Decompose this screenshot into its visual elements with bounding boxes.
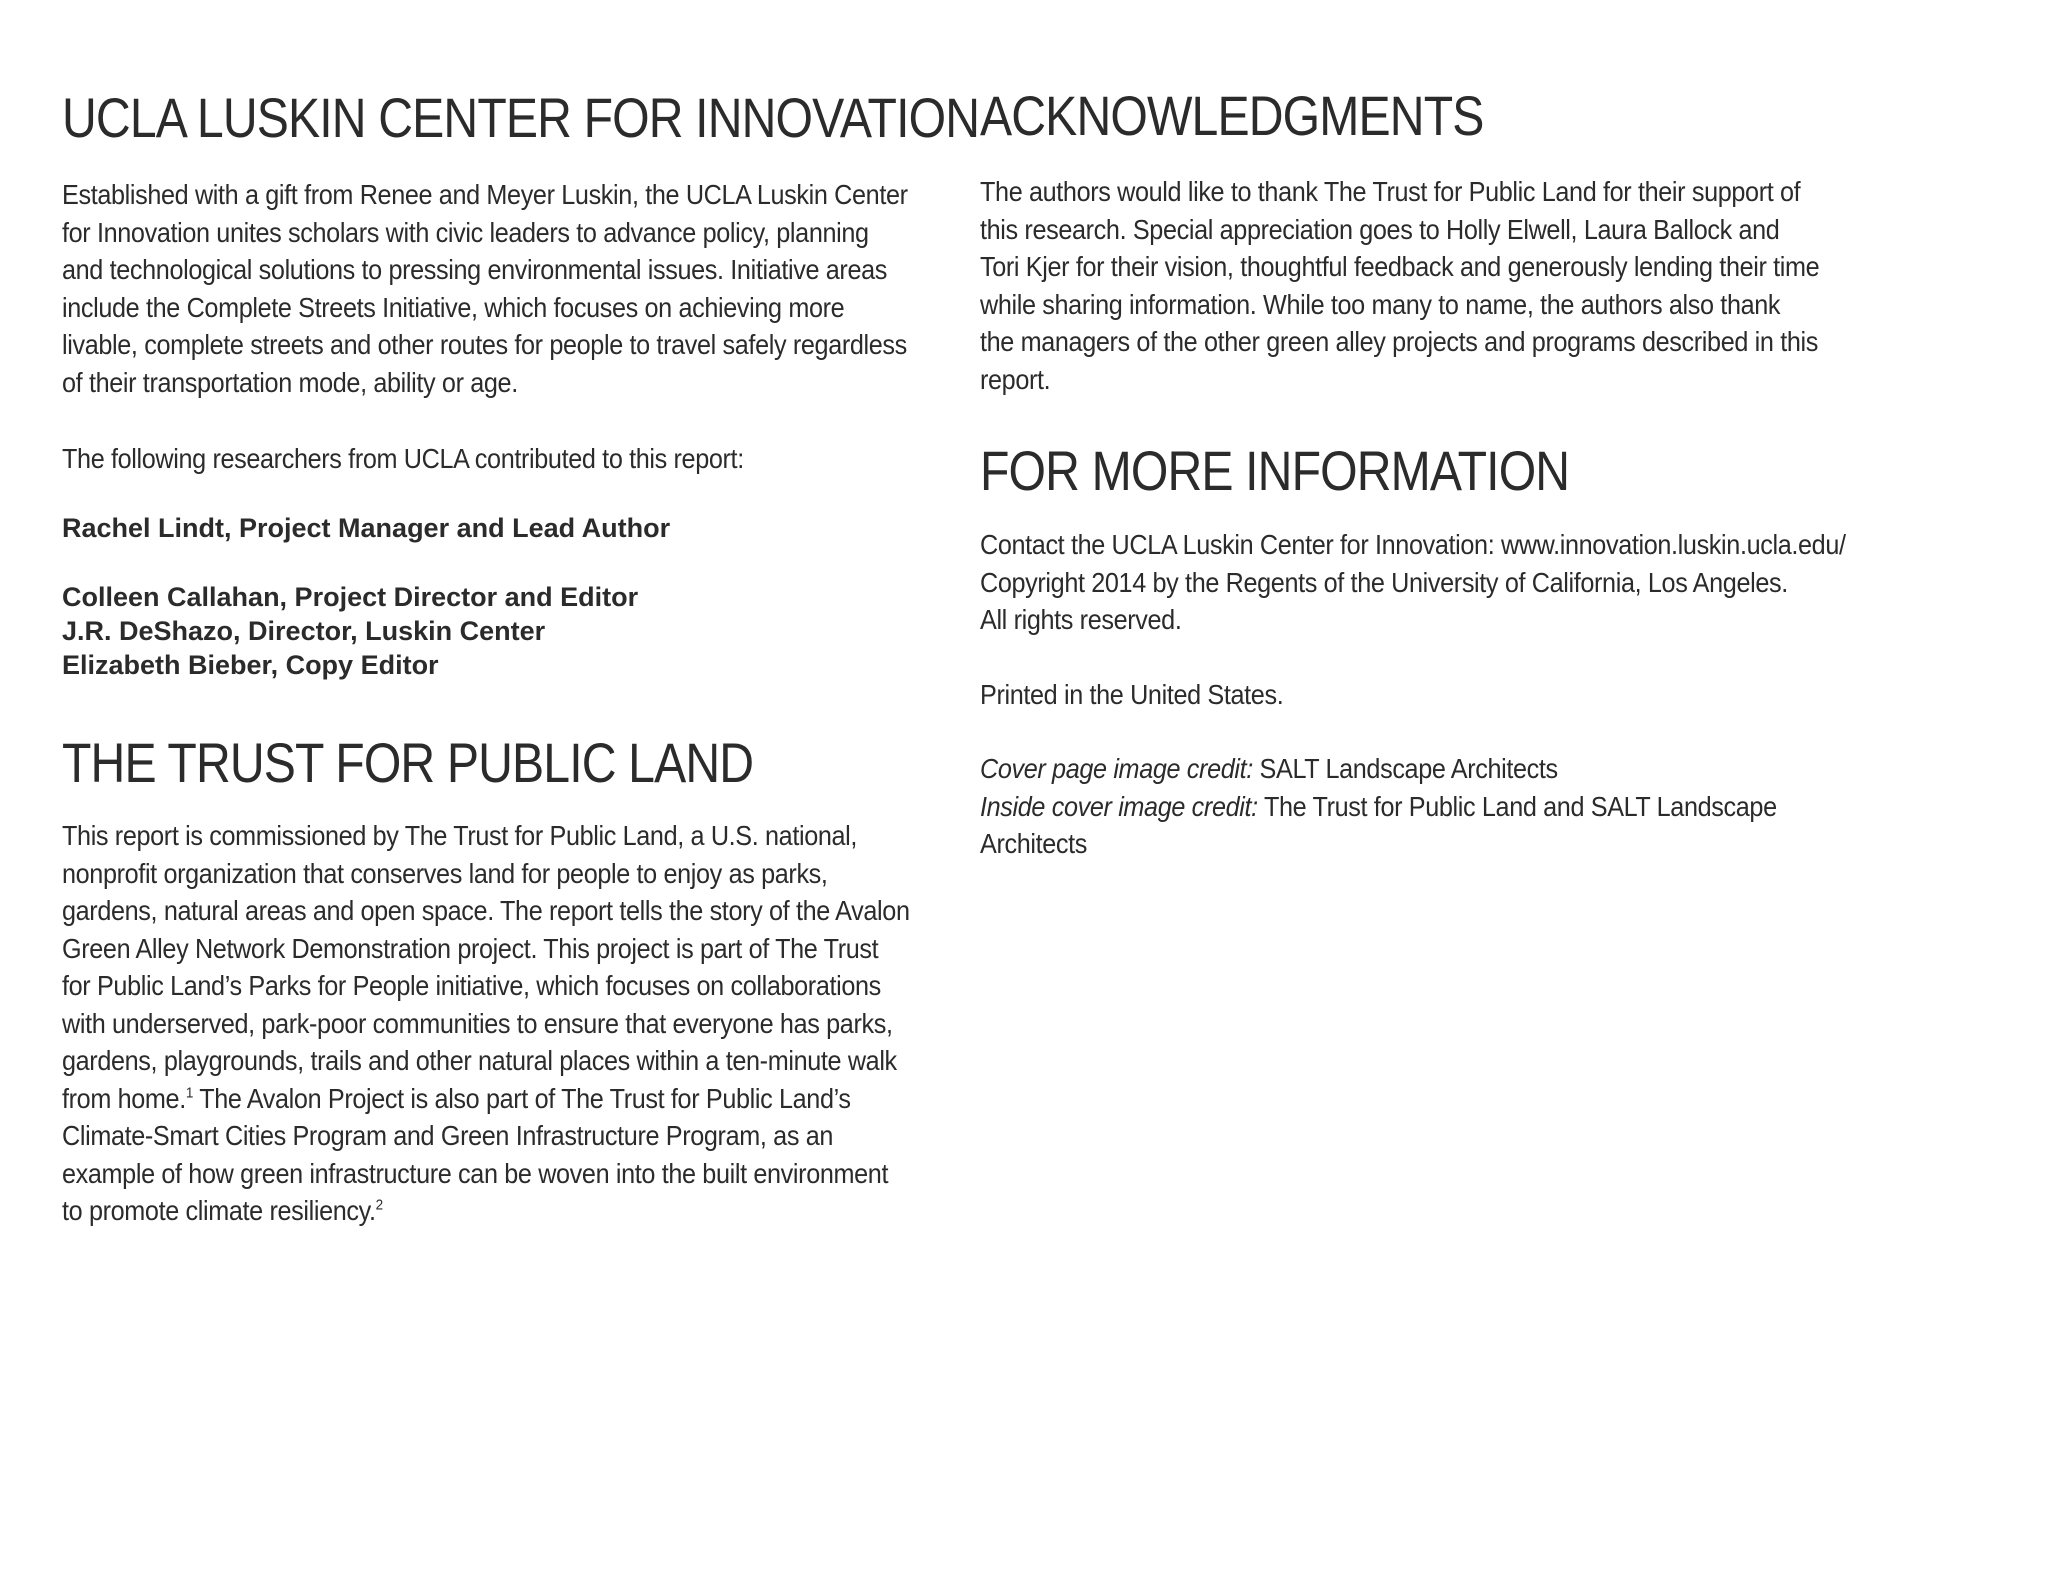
- more-information-heading: FOR MORE INFORMATION: [980, 439, 1570, 502]
- printed-note: [980, 676, 1880, 714]
- line-text: The Avalon Project is also part of The Trust for Public Land’s: [193, 1082, 851, 1114]
- paragraph-line: with underserved, park-poor communities to ensure that everyone has parks,: [62, 1007, 893, 1039]
- inside-credit: [980, 788, 1880, 826]
- researchers-intro-text: The following researchers from UCLA contributed to this report:: [62, 443, 744, 474]
- paragraph-line: nonprofit organization that conserves land for people to enjoy as parks,: [62, 857, 828, 889]
- paragraph-line: Green Alley Network Demonstration project. This project is part of The Trust: [62, 932, 879, 964]
- contributors-list: [62, 580, 638, 682]
- ucla-luskin-paragraph: [62, 176, 962, 401]
- contributor-name: J.R. DeShazo, Director, Luskin Center: [62, 616, 546, 646]
- contact-block: [980, 526, 1880, 639]
- paragraph-line: for Public Land’s Parks for People initiative, which focuses on collaborations: [62, 970, 881, 1001]
- contact-line: Contact the UCLA Luskin Center for Innovation: www.innovation.luskin.ucla.edu/: [980, 529, 1846, 560]
- paragraph-line: of their transportation mode, ability or age.: [62, 366, 518, 398]
- paragraph-line: example of how green infrastructure can be woven into the built environment: [62, 1157, 889, 1189]
- lead-author: [62, 511, 670, 545]
- acknowledgments-paragraph: [980, 173, 1880, 398]
- image-credits: [980, 750, 1880, 863]
- trust-public-land-paragraph: [62, 817, 962, 1230]
- paragraph-line: [62, 1080, 962, 1118]
- contributor-name: Elizabeth Bieber, Copy Editor: [62, 650, 439, 680]
- paragraph-line: The authors would like to thank The Trust for Public Land for their support of: [980, 176, 1801, 207]
- cover-credit-label: Cover page image credit:: [980, 753, 1253, 784]
- paragraph-line: for Innovation unites scholars with civic leaders to advance policy, planning: [62, 216, 869, 248]
- paragraph-line: Established with a gift from Renee and Meyer Luskin, the UCLA Luskin Center: [62, 179, 908, 210]
- cover-credit-value: SALT Landscape Architects: [1252, 753, 1558, 784]
- paragraph-line: include the Complete Streets Initiative, which focuses on achieving more: [62, 291, 845, 323]
- paragraph-line: gardens, natural areas and open space. The report tells the story of the Avalon: [62, 895, 910, 926]
- paragraph-line: and technological solutions to pressing environmental issues. Initiative areas: [62, 254, 888, 285]
- rights-line: All rights reserved.: [980, 604, 1182, 635]
- printed-line: Printed in the United States.: [980, 679, 1284, 710]
- inside-credit-continued: Architects: [980, 828, 1088, 859]
- trust-public-land-heading: THE TRUST FOR PUBLIC LAND: [62, 731, 754, 794]
- line-text: from home.: [62, 1082, 186, 1114]
- inside-credit-label: Inside cover image credit:: [980, 790, 1258, 822]
- acknowledgments-heading: ACKNOWLEDGMENTS: [980, 84, 1484, 147]
- copyright-line: Copyright 2014 by the Regents of the University of California, Los Angeles.: [980, 566, 1788, 598]
- paragraph-line: gardens, playgrounds, trails and other natural places within a ten-minute walk: [62, 1045, 897, 1076]
- line-text: to promote climate resiliency.: [62, 1195, 376, 1226]
- footnote-marker: 1: [185, 1084, 194, 1102]
- paragraph-line: [62, 1192, 962, 1230]
- paragraph-line: this research. Special appreciation goes to Holly Elwell, Laura Ballock and: [980, 213, 1780, 245]
- paragraph-line: report.: [980, 363, 1051, 395]
- paragraph-line: Tori Kjer for their vision, thoughtful feedback and generously lending their time: [980, 251, 1820, 282]
- paragraph-line: Climate-Smart Cities Program and Green Infrastructure Program, as an: [62, 1120, 834, 1151]
- paragraph-line: the managers of the other green alley projects and programs described in this: [980, 326, 1818, 357]
- footnote-marker: 2: [375, 1196, 383, 1214]
- paragraph-line: This report is commissioned by The Trust for Public Land, a U.S. national,: [62, 820, 858, 851]
- researchers-intro: [62, 440, 962, 478]
- inside-credit-value: The Trust for Public Land and SALT Landscape: [1257, 790, 1777, 822]
- ucla-luskin-heading: UCLA LUSKIN CENTER FOR INNOVATION: [62, 86, 980, 149]
- cover-credit: [980, 750, 1880, 788]
- contributor-name: Colleen Callahan, Project Director and Editor: [62, 582, 639, 612]
- paragraph-line: while sharing information. While too many to name, the authors also thank: [980, 288, 1781, 320]
- paragraph-line: livable, complete streets and other routes for people to travel safely regardless: [62, 329, 907, 360]
- lead-author-name: Rachel Lindt, Project Manager and Lead Author: [62, 513, 671, 543]
